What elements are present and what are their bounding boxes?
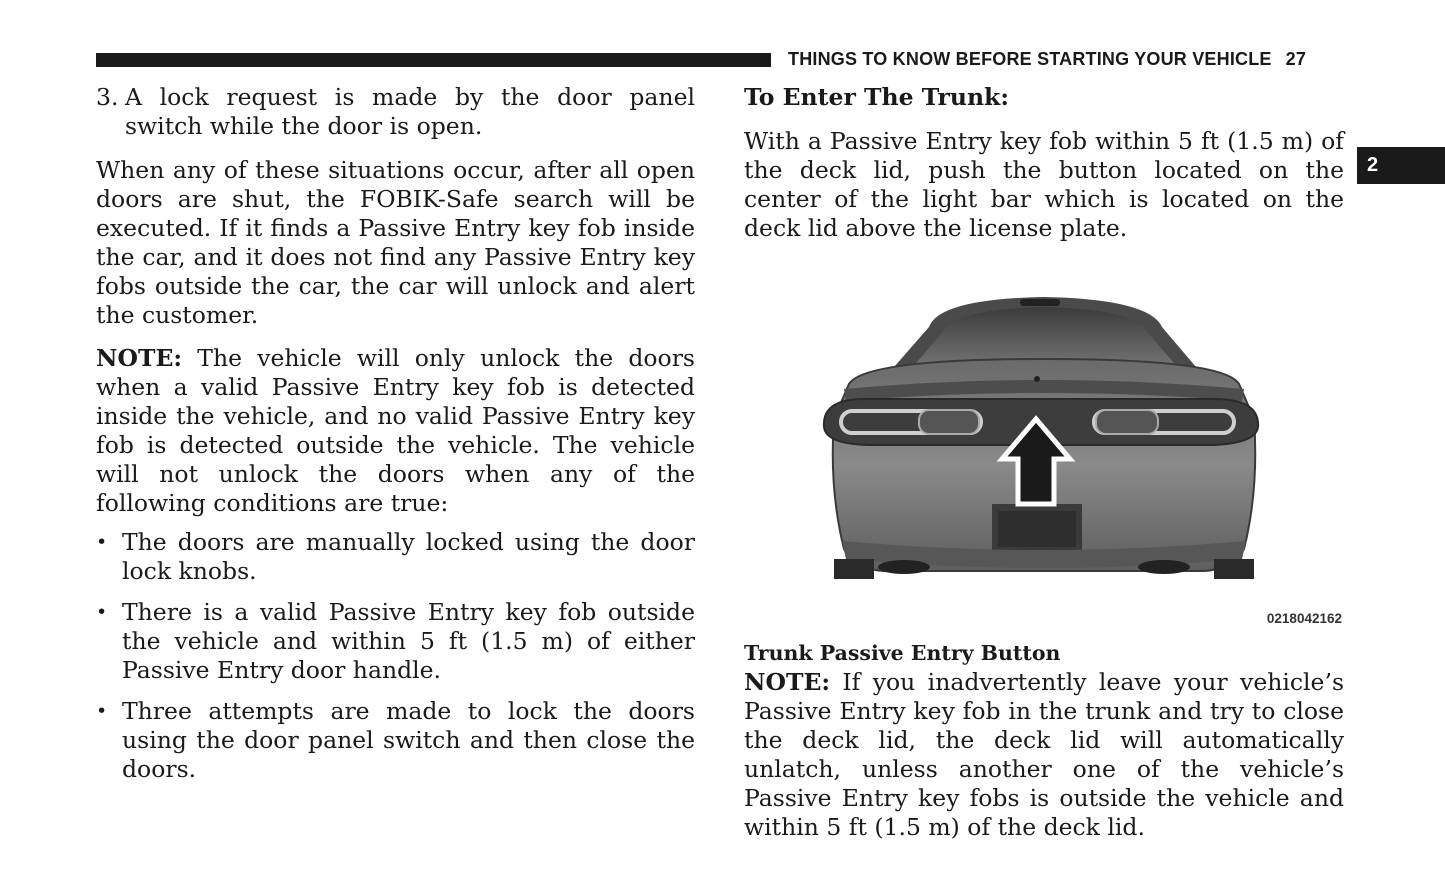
right-column	[744, 83, 1344, 842]
bullet-icon: •	[96, 700, 108, 722]
page-number: 27	[1285, 49, 1307, 69]
item-number: 3.	[96, 83, 119, 111]
car-rear-illustration	[744, 259, 1344, 639]
list-item: • Three attempts are made to lock the doors using the door panel switch and then close the doors.	[96, 697, 695, 783]
conditions-list	[96, 528, 695, 784]
numbered-item	[96, 83, 695, 141]
list-item: • The doors are manually locked using the door lock knobs.	[96, 528, 695, 585]
paragraph: With a Passive Entry key fob within 5 ft (1.5 m) of the deck lid, push the button located on the center of the light bar which is located on the deck lid above the license plate.	[744, 127, 1344, 242]
note-text: The vehicle will only unlock the doors when a valid Passive Entry key fob is detected inside the vehicle, and no valid Passive Entry key fob is detected outside the vehicle. The vehicle will not unlock the doors when any of the following conditions are true:	[96, 344, 695, 517]
section-title: THINGS TO KNOW BEFORE STARTING YOUR VEHICLE	[788, 49, 1272, 69]
section-heading: To Enter The Trunk:	[744, 83, 1010, 111]
trunk-figure	[744, 259, 1344, 639]
item-text: A lock request is made by the door panel switch while the door is open.	[125, 83, 695, 140]
note-label: NOTE:	[96, 344, 183, 372]
note-paragraph	[744, 668, 1344, 842]
figure-id: 0218042162	[1266, 611, 1342, 626]
figure-caption: Trunk Passive Entry Button	[744, 641, 1061, 665]
running-header	[788, 49, 1348, 70]
chapter-tab[interactable]: 2	[1357, 147, 1445, 184]
note-text: If you inadvertently leave your vehicle’s Passive Entry key fob in the trunk and try to close the deck lid, the deck lid will automatically unlatch, unless another one of the vehicle’s Passive Entry key fobs is outside the vehicle and within 5 ft (1.5 m) of the deck lid.	[744, 668, 1344, 841]
left-column	[96, 83, 695, 784]
list-item: • There is a valid Passive Entry key fob outside the vehicle and within 5 ft (1.5 m) of either Passive Entry door handle.	[96, 598, 695, 684]
note-paragraph	[96, 344, 695, 518]
note-label: NOTE:	[744, 668, 831, 696]
header-rule	[96, 53, 771, 67]
bullet-icon: •	[96, 601, 108, 623]
paragraph: When any of these situations occur, after all open doors are shut, the FOBIK-Safe search will be executed. If it finds a Passive Entry key fob inside the car, and it does not find any Passive Entry key fobs outside the car, the car will unlock and alert the customer.	[96, 156, 695, 329]
bullet-icon: •	[96, 531, 108, 553]
